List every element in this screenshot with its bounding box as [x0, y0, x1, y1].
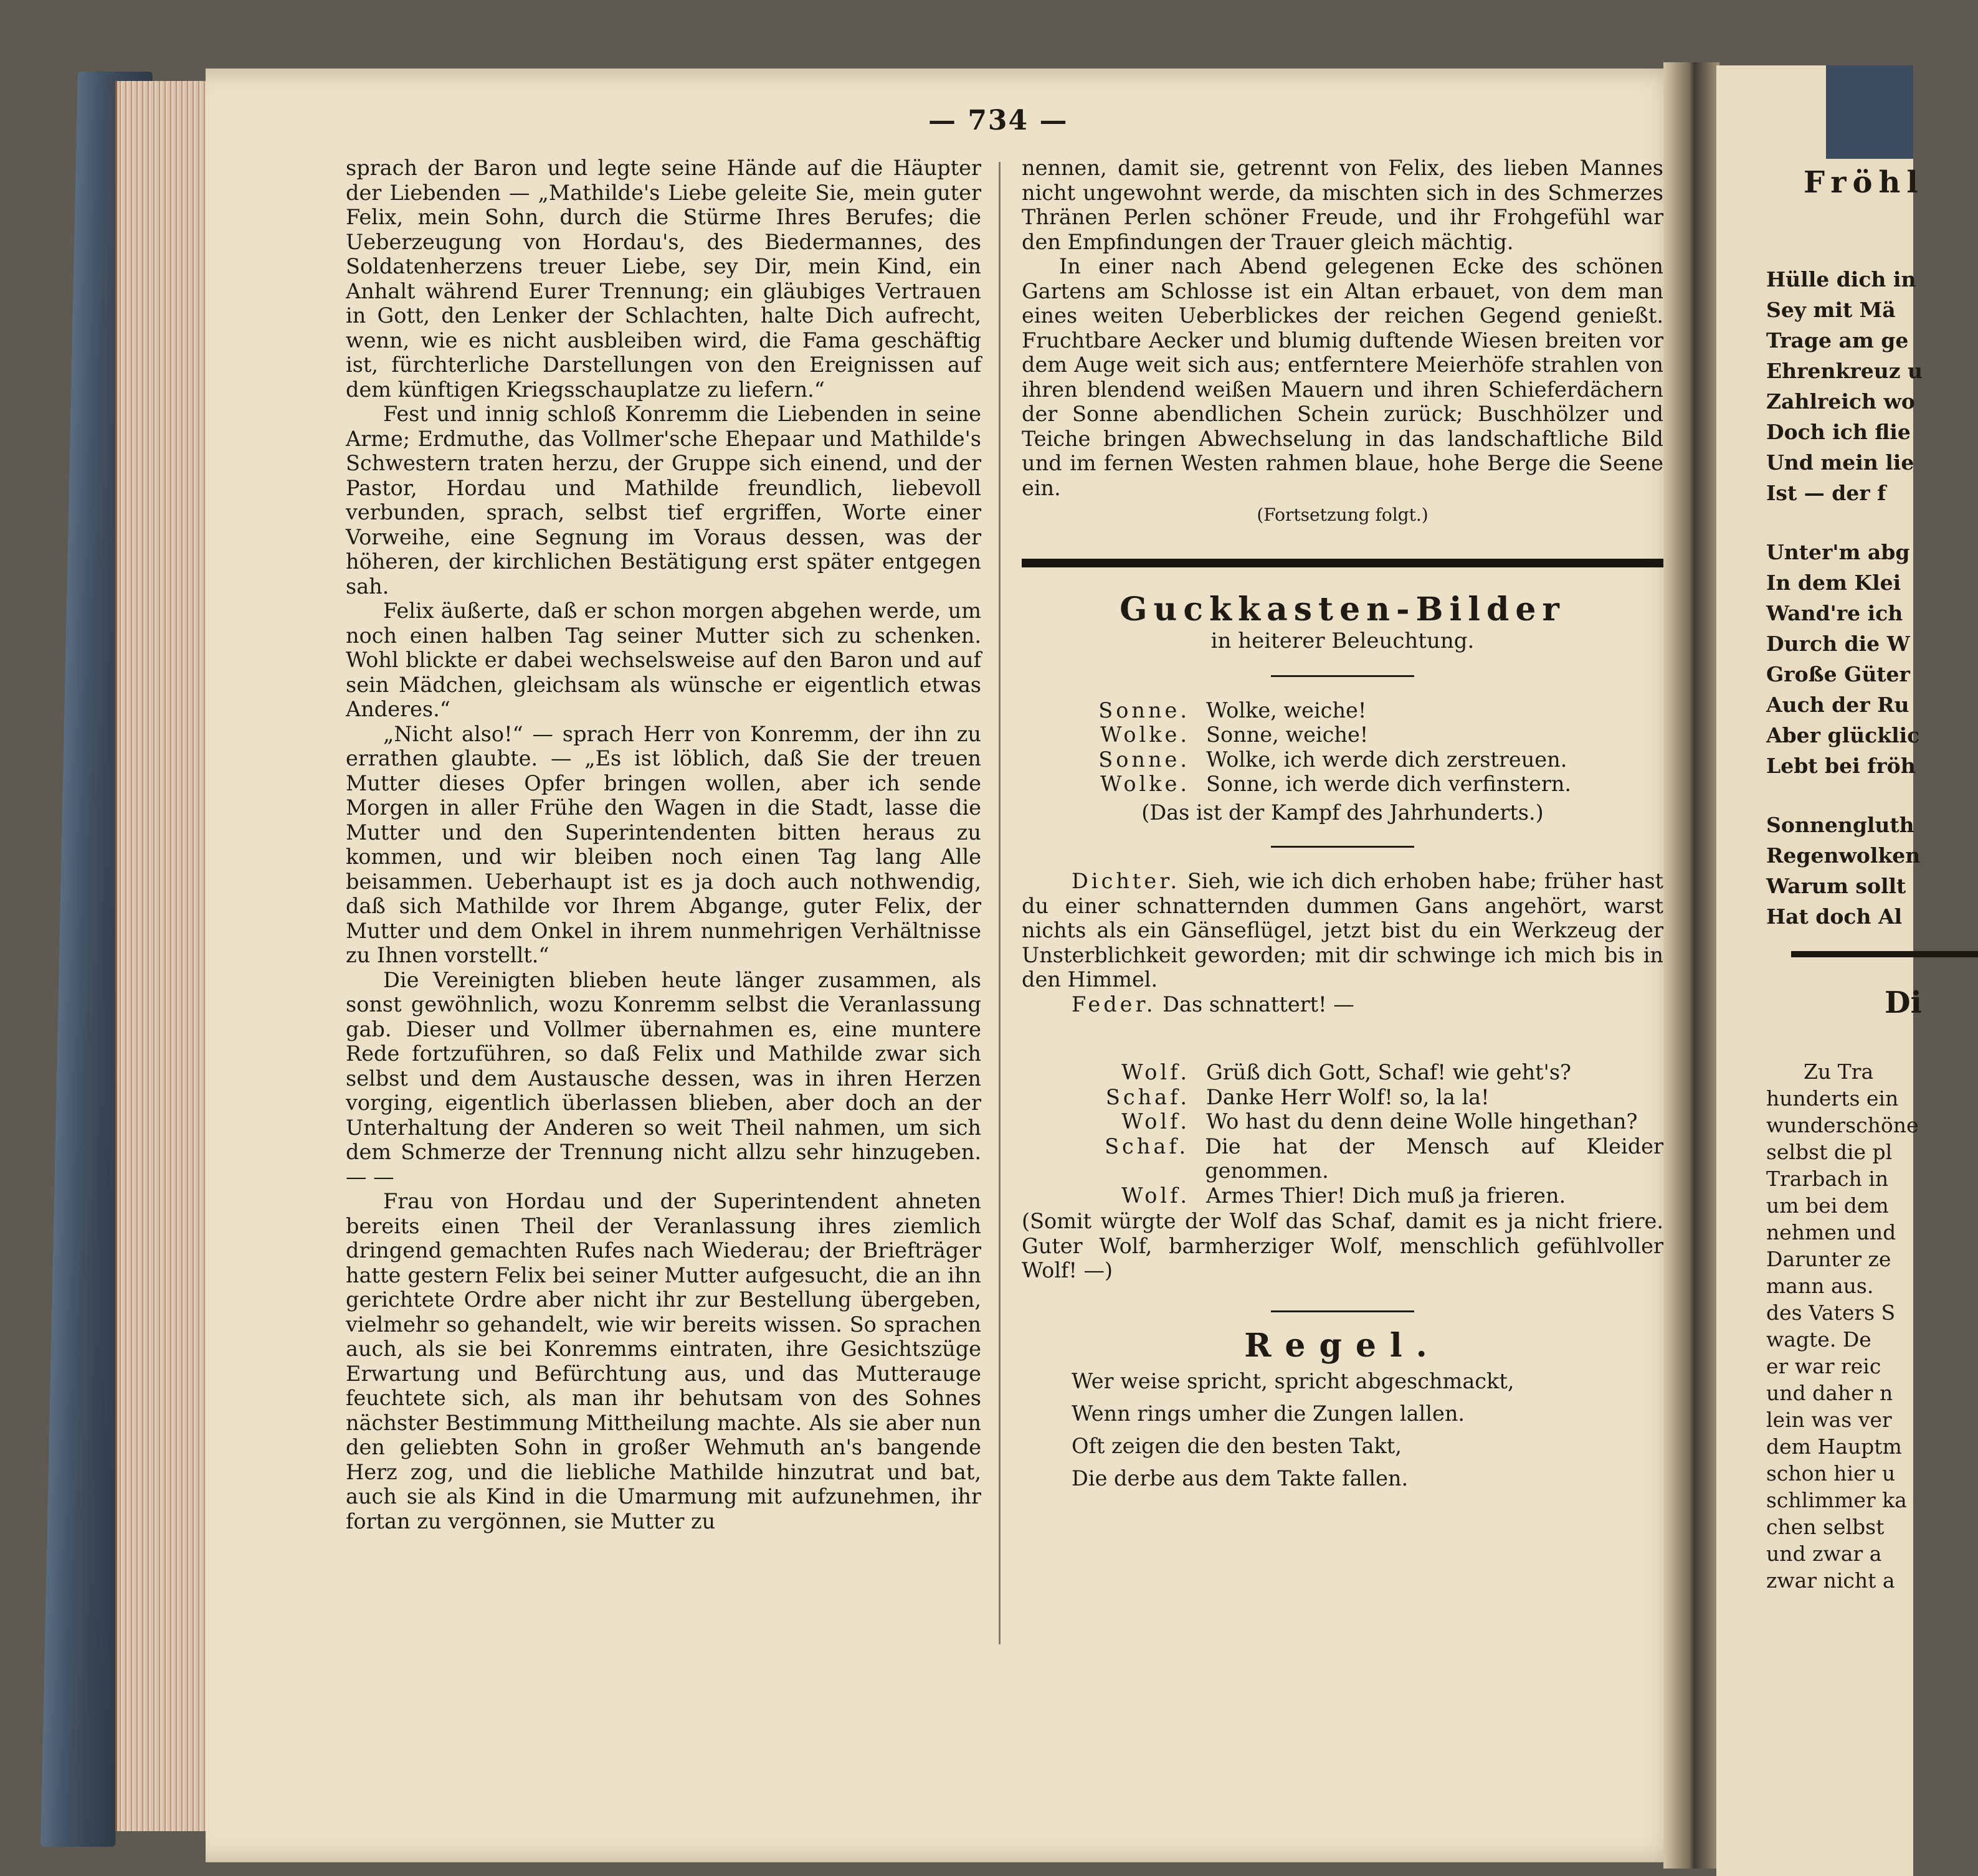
paragraph: nennen, damit sie, getrennt von Felix, des lieben Mannes nicht ungewohnt werde, da mischten sich in des Schmerzes Thränen Perlen schöner Freude, und ihr Frohgefühl war den Empfindungen der Trauer gleich mächtig. — [1022, 156, 1663, 254]
dialog-line — [1022, 1060, 1663, 1085]
right-page-line: und daher n — [1766, 1381, 1893, 1405]
dialog-text: Wo hast du denn deine Wolle hingethan? — [1206, 1109, 1638, 1134]
left-column — [346, 156, 981, 1533]
right-page-line: chen selbst — [1766, 1515, 1885, 1539]
dialog-text: Die hat der Mensch auf Kleider genommen. — [1205, 1134, 1663, 1183]
dialog-text: Danke Herr Wolf! so, la la! — [1206, 1084, 1490, 1109]
dialog-line — [1022, 772, 1663, 797]
right-page-line: Aber glücklic — [1766, 723, 1920, 747]
right-page-line: Trage am ge — [1766, 328, 1909, 353]
regel-poem — [1022, 1365, 1663, 1495]
right-page-line: Hülle dich in — [1766, 267, 1916, 291]
right-page-line: nehmen und — [1766, 1220, 1896, 1244]
right-page-rule — [1791, 951, 1978, 957]
dichter-text: Sieh, wie ich dich erhoben habe; früher hast du einer schnatternden dummen Gans angehört, warst nichts als ein Gänseflügel, jetzt bist du ein Werkzeug der Unsterblichkeit geworden; mit dir schwinge ich mich bis in den Himmel. — [1022, 869, 1663, 992]
dichter-paragraph — [1022, 869, 1663, 992]
right-page-line: wunderschöne — [1766, 1113, 1919, 1137]
paragraph: „Nicht also!“ — sprach Herr von Konremm, der ihn zu errathen glaubte. — „Es ist löblich, daß Sie der treuen Mutter dieses Opfer bringen wollen, aber ich sende Morgen in aller Frühe den Wagen in die Stadt, lasse die Mutter und den Superintendenten bitten heraus zu kommen, und wir bleiben noch einen Tag lang Alle beisammen. Ueberhaupt ist es ja doch auch nothwendig, daß sich Mathilde vor Ihrem Abgange, guter Felix, der Mutter und dem Onkel in ihrem nunmehrigen Verhältnisse zu Ihnen vorstellt.“ — [346, 721, 981, 967]
right-page — [1716, 65, 1924, 1876]
speaker-label: Schaf. — [1105, 1134, 1189, 1158]
short-rule — [1271, 675, 1414, 677]
feder-text: Das schnattert! — — [1163, 992, 1354, 1016]
dialog-line — [1022, 1183, 1663, 1208]
poem-line: Wenn rings umher die Zungen lallen. — [1072, 1401, 1465, 1426]
dialog-line — [1022, 1109, 1663, 1134]
right-page-line: hunderts ein — [1766, 1086, 1899, 1111]
right-page-line: Zu Tra — [1804, 1059, 1874, 1084]
dialog-line — [1022, 1085, 1663, 1110]
dialog-line — [1022, 722, 1663, 747]
speaker-label: Dichter. — [1072, 869, 1181, 893]
short-rule — [1271, 1310, 1414, 1312]
dialog-note: (Das ist der Kampf des Jahrhunderts.) — [1141, 800, 1544, 825]
poem-line: Wer weise spricht, spricht abgeschmackt, — [1072, 1369, 1514, 1393]
right-page-line: lein was ver — [1766, 1408, 1892, 1432]
right-page-line: Hat doch Al — [1766, 904, 1903, 929]
right-page-line: und zwar a — [1766, 1542, 1882, 1566]
dialog-line — [1022, 698, 1663, 723]
paragraph: Frau von Hordau und der Superintendent ahneten bereits einen Theil der Veranlassung ihres ziemlich dringend gemachten Rufes nach Wiederau; der Briefträger hatte gestern Felix bei seiner Mutter aufgesucht, die an ihn gerichtete Ordre aber nicht ihr zur Bestellung übergeben, vielmehr so gehandelt, wie wir bereits wissen. So sprachen auch, als sie bei Konremms eintraten, ihre Gesichtszüge Erwartung und Befürchtung aus, und das Mutterauge feuchtete sich, als man ihr behutsam von des Sohnes nächster Bestimmung Mittheilung machte. Als sie aber nun den geliebten Sohn in großer Wehmuth an's bangende Herz zog, und die liebliche Mathilde hinzutrat und bat, auch sie als Kind in die Umarmung mit aufzunehmen, ihr fortan zu vergönnen, sie Mutter zu — [346, 1189, 981, 1533]
right-page-line: schlimmer ka — [1766, 1488, 1907, 1512]
right-page-line: um bei dem — [1766, 1193, 1889, 1218]
dialog-text: Armes Thier! Dich muß ja frieren. — [1206, 1183, 1566, 1208]
speaker-label: Wolke. — [1100, 772, 1190, 796]
speaker-label: Feder. — [1072, 992, 1156, 1016]
right-page-line: Wand're ich — [1766, 601, 1903, 625]
paragraph: Fest und innig schloß Konremm die Liebenden in seine Arme; Erdmuthe, das Vollmer'sche Ehepaar und Mathilde's Schwestern traten herzu, der Gruppe sich einend, und der Pastor, Hordau und Mathilde freundlich, liebevoll verbunden, sprach, selbst tief ergriffen, Worte einer Vorweihe, eine Segnung im Voraus dessen, was der höheren, der kirchlichen Bestätigung erst später entgegen sah. — [346, 402, 981, 599]
dialog-text: Wolke, weiche! — [1206, 698, 1367, 722]
right-page-line: zwar nicht a — [1766, 1568, 1895, 1593]
page-edges — [115, 81, 217, 1831]
right-page-line: Ehrenkreuz u — [1766, 359, 1923, 383]
speaker-label: Sonne. — [1098, 747, 1190, 772]
page-number: — 734 — — [928, 105, 1068, 136]
speaker-label: Schaf. — [1105, 1084, 1190, 1109]
paragraph: sprach der Baron und legte seine Hände auf die Häupter der Liebenden — „Mathilde's Liebe geleite Sie, mein guter Felix, mein Sohn, durch die Stürme Ihres Berufes; die Ueberzeugung von Hordau's, des Biedermannes, des Soldatenherzens treuer Liebe, sey Dir, mein Kind, ein Anhalt während Eurer Trennung; ein gläubiges Vertrauen in Gott, den Lenker der Schlachten, halte Dich aufrecht, wenn, wie es nicht ausbleiben wird, die Fama geschäftig ist, fürchterliche Darstellungen von den Ereignissen auf dem künftigen Kriegsschauplatze zu liefern.“ — [346, 156, 981, 402]
section-subtitle: in heiterer Beleuchtung. — [1210, 628, 1475, 653]
right-page-line: Lebt bei fröh — [1766, 754, 1916, 778]
dialog-text: Grüß dich Gott, Schaf! wie geht's? — [1206, 1060, 1571, 1084]
right-page-line: Auch der Ru — [1766, 693, 1909, 717]
speaker-label: Wolf. — [1121, 1060, 1190, 1084]
paragraph: In einer nach Abend gelegenen Ecke des schönen Gartens am Schlosse ist ein Altan erbauet, von dem man eines weiten Ueberblickes der reichen Gegend genießt. Fruchtbare Aecker und blumig duftende Wiesen breiten vor dem Auge weit sich aus; entferntere Meierhöfe strahlen von ihren blendend weißen Mauern und ihren Schieferdächern der Sonne abendlichen Schein zurück; Buschhölzer und Teiche bringen Abwechselung in das landschaftliche Bild und im fernen Westen rahmen blaue, hohe Berge die Seene ein. — [1022, 254, 1663, 500]
dialog-line — [1022, 1134, 1663, 1183]
regel-title: Regel. — [1244, 1326, 1441, 1365]
right-page-line: schon hier u — [1766, 1461, 1896, 1485]
speaker-label: Sonne. — [1098, 698, 1190, 722]
section-title: Guckkasten-Bilder — [1120, 590, 1566, 628]
right-page-line: selbst die pl — [1766, 1140, 1893, 1164]
section-rule — [1022, 559, 1663, 567]
right-page-line: Sonnengluth — [1766, 813, 1914, 837]
speaker-label: Wolf. — [1121, 1109, 1190, 1134]
right-page-line: dem Hauptm — [1766, 1434, 1902, 1459]
speaker-label: Wolf. — [1121, 1183, 1190, 1208]
dialog-text: Wolke, ich werde dich zerstreuen. — [1206, 747, 1567, 772]
right-page-line: er war reic — [1766, 1354, 1881, 1378]
right-page-line: Unter'm abg — [1766, 540, 1910, 564]
poem-line: Die derbe aus dem Takte fallen. — [1072, 1466, 1409, 1490]
right-page-line: mann aus. — [1766, 1274, 1874, 1298]
dialog-line — [1022, 747, 1663, 772]
dialog-text: Sonne, weiche! — [1206, 722, 1369, 747]
right-page-line: Ist — der f — [1766, 481, 1886, 505]
paragraph: Felix äußerte, daß er schon morgen abgehen werde, um noch einen halben Tag seiner Mutter sich zu schenken. Wohl blickte er dabei wechselsweise auf den Baron und auf sein Mädchen, gleichsam als wünsche er eigentlich etwas Anderes.“ — [346, 599, 981, 721]
right-page-line: des Vaters S — [1766, 1300, 1896, 1325]
poem-line: Oft zeigen die den besten Takt, — [1072, 1434, 1402, 1458]
right-page-line: Durch die W — [1766, 632, 1910, 656]
dialog-text: Sonne, ich werde dich verfinstern. — [1206, 772, 1572, 796]
right-page-line: Doch ich flie — [1766, 420, 1911, 444]
paragraph: Die Vereinigten blieben heute länger zusammen, als sonst gewöhnlich, wozu Konremm selbst die Veranlassung gab. Dieser und Vollmer übernahmen es, eine muntere Rede fortzuführen, so daß Felix und Mathilde zwar sich selbst und dem Austausche dessen, was in ihren Herzen vorging, eigentlich überlassen blieben, aber doch an der Unterhaltung der Anderen so weit Theil nahmen, um sich dem Schmerze der Trennung nicht allzu sehr hinzugeben. — — — [346, 967, 981, 1189]
right-page-line: Zahlreich wo — [1766, 389, 1915, 414]
right-page-line: Regenwolken — [1766, 843, 1921, 868]
right-page-title: Fröhl — [1804, 165, 1924, 200]
short-rule — [1271, 846, 1414, 848]
right-page-line: In dem Klei — [1766, 571, 1901, 595]
continuation-note: (Fortsetzung folgt.) — [1257, 505, 1429, 525]
feder-paragraph — [1022, 992, 1663, 1017]
right-page-heading: Di — [1885, 985, 1922, 1020]
column-divider — [999, 162, 1001, 1644]
right-page-line: Warum sollt — [1766, 874, 1906, 898]
speaker-label: Wolke. — [1100, 722, 1190, 747]
right-page-line: Trarbach in — [1766, 1167, 1889, 1191]
right-page-line: wagte. De — [1766, 1327, 1871, 1352]
middle-column — [1022, 156, 1663, 1495]
dialog-note: (Somit würgte der Wolf das Schaf, damit es ja nicht friere. Guter Wolf, barmherziger Wolf, menschlich gefühlvoller Wolf! —) — [1022, 1209, 1663, 1282]
right-page-line: Große Güter — [1766, 662, 1910, 686]
right-page-line: Und mein lie — [1766, 450, 1914, 475]
right-page-line: Sey mit Mä — [1766, 298, 1896, 322]
book-gutter — [1663, 62, 1719, 1869]
right-page-line: Darunter ze — [1766, 1247, 1891, 1271]
cover-corner — [1826, 65, 1913, 159]
